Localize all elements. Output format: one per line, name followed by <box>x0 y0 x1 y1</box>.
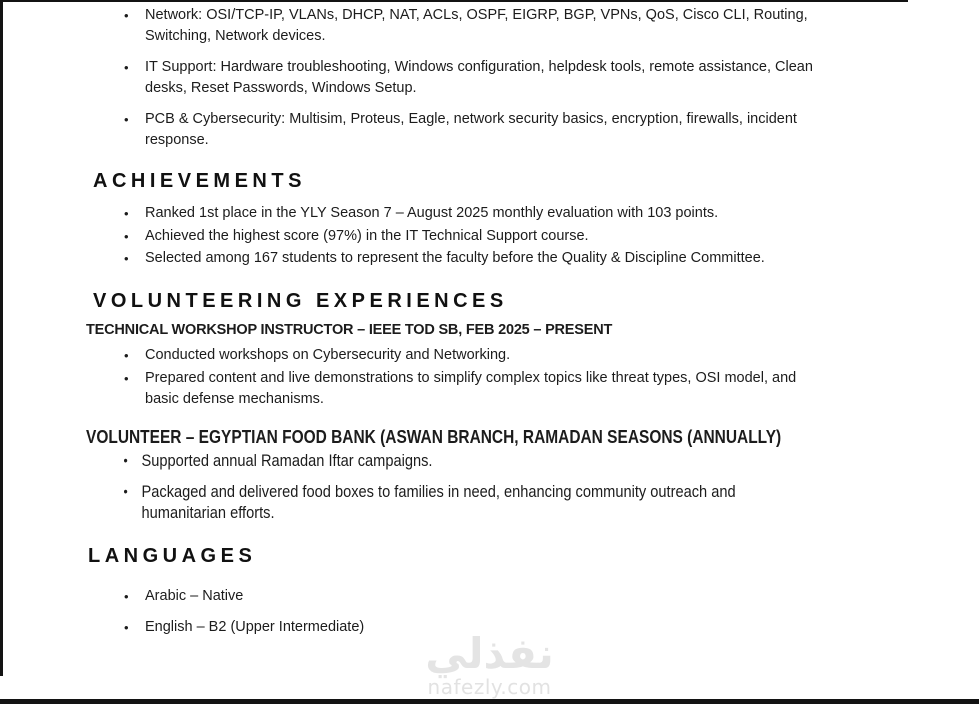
list-item <box>120 450 799 471</box>
list-item <box>120 248 910 269</box>
top-edge-line <box>0 0 908 2</box>
list-item <box>120 345 910 366</box>
bottom-edge-line <box>0 699 979 704</box>
role-bullet-list <box>120 345 910 410</box>
role-heading-workshop-instructor: TECHNICAL WORKSHOP INSTRUCTOR – IEEE TOD SB, FEB 2025 – PRESENT <box>86 322 613 338</box>
nafezly-logo: نفذلي <box>425 629 554 678</box>
bullet-line: IT Support: Hardware troubleshooting, Windows configuration, helpdesk tools, remote assistance, Clean <box>145 59 813 75</box>
bullet-icon: • <box>124 60 129 75</box>
list-item <box>120 368 910 410</box>
left-edge-line <box>0 0 3 676</box>
bullet-line: humanitarian efforts. <box>141 503 275 522</box>
bullet-icon: • <box>124 620 129 635</box>
section-title-achievements: ACHIEVEMENTS <box>93 170 306 192</box>
role-bullet-list <box>120 450 910 523</box>
bullet-icon: • <box>124 348 129 363</box>
list-item <box>120 5 910 47</box>
bullet-line: Packaged and delivered food boxes to families in need, enhancing community outreach and <box>141 482 736 501</box>
watermark <box>425 629 554 699</box>
list-item <box>120 203 910 224</box>
bullet-icon: • <box>124 589 129 604</box>
bullet-line: English – B2 (Upper Intermediate) <box>145 619 365 635</box>
bullet-line: Switching, Network devices. <box>145 28 326 44</box>
list-item <box>120 109 910 151</box>
bullet-icon: • <box>124 228 129 244</box>
bullet-icon: • <box>124 8 129 23</box>
bullet-line: Conducted workshops on Cybersecurity and Networking. <box>145 347 511 363</box>
bullet-icon: • <box>123 452 128 468</box>
section-title-volunteering: VOLUNTEERING EXPERIENCES <box>93 290 508 312</box>
bullet-line: Achieved the highest score (97%) in the IT Technical Support course. <box>145 227 589 244</box>
bullet-line: PCB & Cybersecurity: Multisim, Proteus, Eagle, network security basics, encryption, firewalls, incident <box>145 111 797 127</box>
bullet-line: Selected among 167 students to represent the faculty before the Quality & Discipline Committee. <box>145 250 765 266</box>
bullet-icon: • <box>123 483 128 499</box>
bullet-icon: • <box>124 206 129 221</box>
list-item <box>120 226 910 247</box>
bullet-line: Network: OSI/TCP-IP, VLANs, DHCP, NAT, ACLs, OSPF, EIGRP, BGP, VPNs, QoS, Cisco CLI, Routing, <box>145 7 808 23</box>
list-item <box>120 586 910 607</box>
bullet-icon: • <box>124 251 129 266</box>
watermark-site-label: nafezly.com <box>427 675 552 699</box>
role-heading-food-bank-volunteer: VOLUNTEER – EGYPTIAN FOOD BANK (ASWAN BRANCH, RAMADAN SEASONS (ANNUALLY) <box>86 427 782 447</box>
list-item <box>120 481 799 523</box>
bullet-line: Prepared content and live demonstrations to simplify complex topics like threat types, OSI model, and <box>145 369 797 386</box>
bullet-line: desks, Reset Passwords, Windows Setup. <box>145 80 417 96</box>
bullet-line: response. <box>145 132 209 148</box>
bullet-line: Arabic – Native <box>145 588 244 604</box>
skills-bullet-list <box>120 5 910 151</box>
bullet-icon: • <box>124 112 129 127</box>
list-item <box>120 57 910 99</box>
bullet-icon: • <box>124 370 129 386</box>
achievements-list <box>120 203 910 271</box>
bullet-line: Ranked 1st place in the YLY Season 7 – August 2025 monthly evaluation with 103 points. <box>145 205 719 221</box>
bullet-line: Supported annual Ramadan Iftar campaigns. <box>141 451 433 470</box>
bullet-line: basic defense mechanisms. <box>145 390 324 407</box>
section-title-languages: LANGUAGES <box>88 545 257 567</box>
